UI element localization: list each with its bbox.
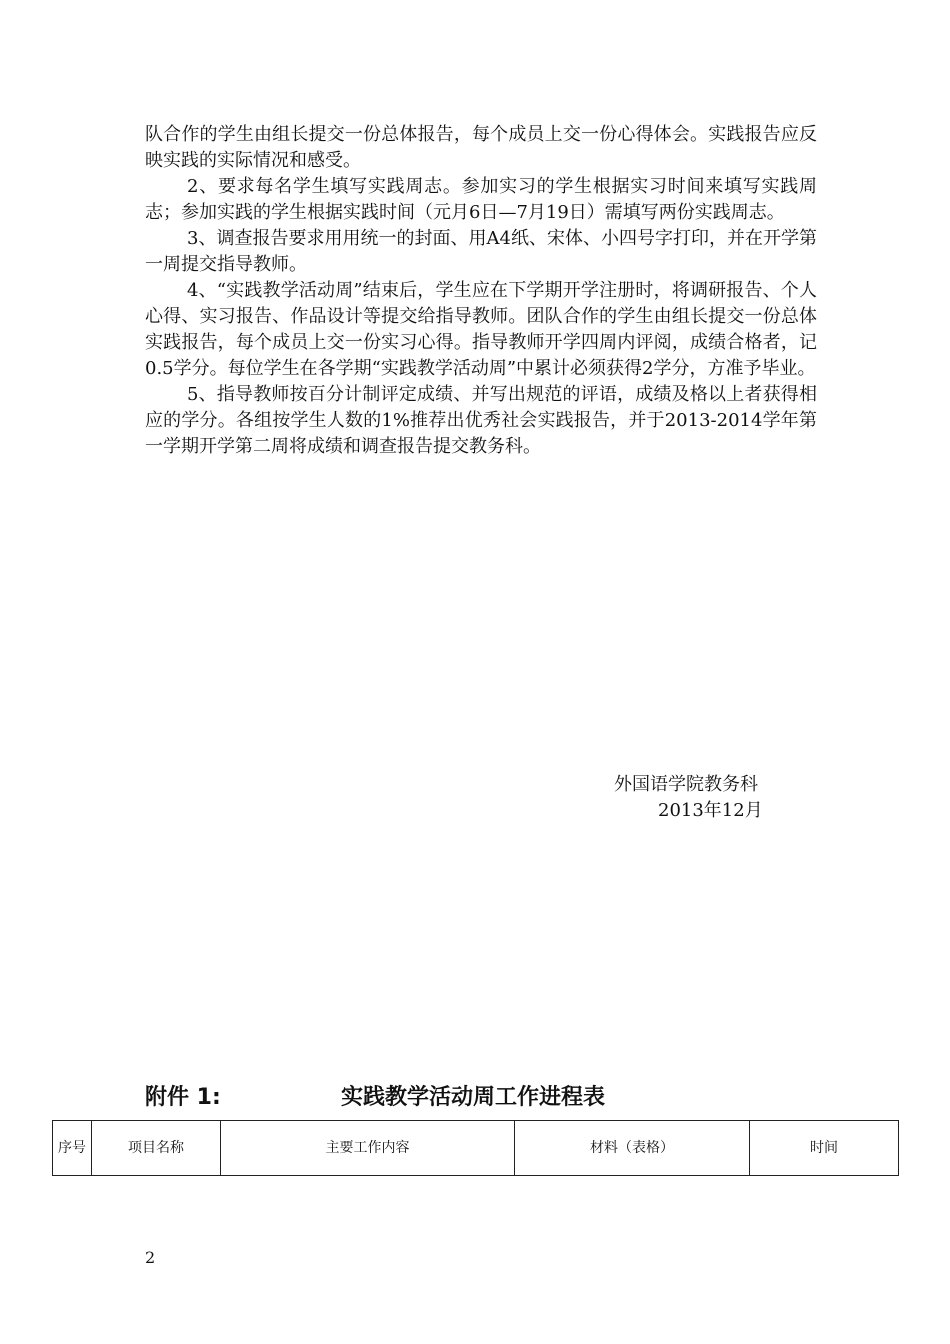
table-header-row: [53, 1121, 899, 1176]
paragraph-2: 2、要求每名学生填写实践周志。参加实习的学生根据实习时间来填写实践周志；参加实践的学生根据实践时间（元月6日—7月19日）需填写两份实践周志。: [145, 176, 817, 223]
header-cell-project-name: 项目名称: [92, 1121, 221, 1176]
annex-label: 附件 1:: [145, 1085, 221, 1110]
header-cell-serial: 序号: [53, 1121, 92, 1176]
header-cell-main-content: 主要工作内容: [221, 1121, 515, 1176]
paragraph-5: 5、指导教师按百分计制评定成绩、并写出规范的评语，成绩及格以上者获得相应的学分。各组按学生人数的1%推荐出优秀社会实践报告，并于2013-2014学年第一学期开学第二周将成绩和调查报告提交教务科。: [145, 384, 817, 457]
paragraph-4: 4、“实践教学活动周”结束后，学生应在下学期开学注册时，将调研报告、个人心得、实习报告、作品设计等提交给指导教师。团队合作的学生由组长提交一份总体实践报告，每个成员上交一份实习心得。指导教师开学四周内评阅，成绩合格者，记0.5学分。每位学生在各学期“实践教学活动周”中累计必须获得2学分，方准予毕业。: [145, 280, 817, 379]
header-cell-time: 时间: [750, 1121, 899, 1176]
paragraph-3: 3、调查报告要求用用统一的封面、用A4纸、宋体、小四号字打印，并在开学第一周提交指导教师。: [145, 228, 817, 275]
page-number: 2: [145, 1248, 156, 1267]
signature-org: 外国语学院教务科: [614, 774, 758, 795]
annex-heading: [145, 1080, 845, 1111]
signature-date: 2013年12月: [658, 800, 763, 821]
signature-block: [614, 772, 814, 824]
document-body: [145, 122, 817, 460]
paragraph-1: 队合作的学生由组长提交一份总体报告，每个成员上交一份心得体会。实践报告应反映实践的实际情况和感受。: [145, 124, 817, 171]
annex-title: 实践教学活动周工作进程表: [341, 1085, 606, 1110]
header-cell-materials: 材料（表格）: [515, 1121, 750, 1176]
progress-table: [52, 1120, 899, 1176]
